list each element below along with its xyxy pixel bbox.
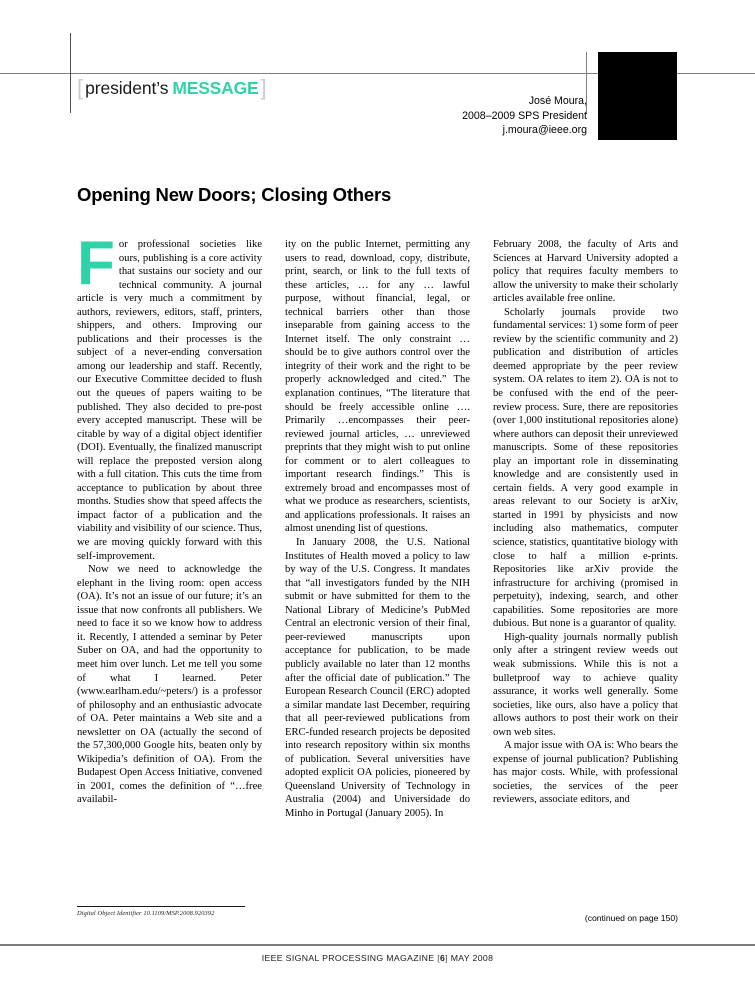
column-3 [493,238,678,821]
black-ink-swatch [598,52,677,140]
article-title: Opening New Doors; Closing Others [77,184,392,206]
column-1 [77,229,262,821]
footer-page-number: 6 [439,953,446,963]
paragraph [77,229,262,563]
column-2 [285,238,470,821]
footer-divider [0,944,755,946]
bracket-close: ] [260,75,267,100]
paragraph: In January 2008, the U.S. National Institutes of Health moved a policy to law by way of the U.S. Congress. It mandates that “all investigators funded by the NIH submit or have submitted for them to the National Library of Medicine’s PubMed Central an electronic version of their final, peer-reviewed manuscripts upon acceptance for publication, to be made publicly available no later than 12 months after the official date of publication.” The European Research Council (ERC) adopted a similar mandate last December, requiring that all peer-reviewed publications from ERC-funded research projects be deposited into research repository within six months of publication. Several universities have adopted explicit OA policies, pioneered by Queensland University of Technology in Australia (2004) and Universidade do Minho in Portugal (January 2005). In [285,537,470,819]
page-footer [0,953,755,963]
drop-cap-letter: F [77,229,115,298]
doi-footnote [77,906,245,918]
paragraph: Now we need to acknowledge the elephant in the living room: open access (OA). It’s not an issue of our future; it’s an issue that now confronts all publishers. We need to face it so we know how to address it. Recently, I attended a seminar by Peter Suber on OA, and had the opportunity to meet him over lunch. Let me tell you some of what I learned. Peter (www.earlham.edu/~peters/) is a professor of philosophy and an enthusiastic advocate of OA. Peter maintains a Web site and a newsletter on OA (actually the second of the 57,300,000 Google hits, beaten only by Wikipedia’s definition of OA). From the Budapest Open Access Initiative, convened in 2001, comes the definition of “…free availabil- [77,564,262,806]
footer-issue-date: MAY 2008 [450,953,494,963]
paragraph: ity on the public Internet, permitting any users to read, download, copy, distribute, print, search, or link to the full texts of these articles, … for any … lawful purpose, without financial, legal, or technical barriers other than those inseparable from gaining access to the Internet itself. The only constraint … should be to give authors control over the integrity of their work and the right to be properly acknowledged and cited.” The explanation continues, “The literature that should be freely accessible online …. Primarily …encompasses their peer-reviewed journal articles, … unreviewed preprints that they might wish to put online for comment or to alert colleagues to important research findings.” This is extremely broad and encompasses most of what we produce as researchers, scientists, and applications professionals. It raises an almost unending list of questions. [285,239,470,535]
author-name: José Moura, [528,95,587,107]
footer-publication-name: IEEE SIGNAL PROCESSING MAGAZINE [261,953,435,963]
masthead-word-presidents: president’s [85,78,169,98]
crop-mark-left [70,33,71,113]
article-body [77,229,678,821]
author-email: j.moura@ieee.org [502,124,587,136]
footer-bracket-close: ] [445,953,448,963]
paragraph: A major issue with OA is: Who bears the expense of journal publication? Publishing has major costs. While, with professional societies, the services of the peer reviewers, associate editors, and [493,740,678,806]
author-byline [462,94,587,138]
continued-on-page-note: (continued on page 150) [584,913,678,923]
footer-bracket-open: [ [437,953,440,963]
doi-divider [77,906,245,907]
masthead-department-label [77,76,267,99]
doi-text: Digital Object Identifier 10.1109/MSP.2008.920392 [77,910,215,917]
paragraph: High-quality journals normally publish only after a stringent review weeds out weak submissions. While this is not a bulletproof way to achieve quality assurance, it works well generally. Some societies, like ours, also have a policy that allows authors to post their work on their own web sites. [493,631,678,738]
bracket-open: [ [77,75,84,100]
paragraph: Scholarly journals provide two fundamental services: 1) some form of peer review by the scientific community and 2) publication and distribution of articles deemed appropriate by the peer review system. OA relates to item 2). OA is not to be confused with the end of the peer-review process. Sure, there are repositories (over 1,000 institutional repositories alone) where authors can deposit their unreviewed manuscripts. Some of these repositories play an important role in disseminating knowledge and are consistently used in certain fields. A very good example in areas relevant to our Society is arXiv, started in 1991 by physicists and now including also mathematics, computer science, statistics, quantitative biology with close to half a million e-prints. Repositories like arXiv provide the infrastructure for archiving (promised in perpetuity), indexing, search, and other capabilities. Some repositories are more dubious. But none is a guarantor of quality. [493,306,678,630]
paragraph: February 2008, the faculty of Arts and Sciences at Harvard University adopted a policy that requires faculty members to allow the university to make their scholarly articles available free online. [493,239,678,305]
paragraph-text: or professional societies like ours, publishing is a core activity that sustains our society and our technical community. A journal article is very much a commitment by authors, reviewers, editors, staff, printers, shippers, and others. Improving our publications and their processes is the subject of a never-ending conversation among our leadership and staff. Recently, our Executive Committee decided to flush out the queues of papers waiting to be published. They also decided to pre-post every accepted manuscript. These will be citable by way of a digital object identifier (DOI). Eventually, the finalized manuscript will replace the preposted version along with a full citation. This cuts the time from acceptance to publication by about three months. Studies show that speed affects the impact factor of a publication and the viability and visibility of our science. Thus, we are moving quickly forward with this self-improvement. [77,239,262,562]
masthead-word-message: MESSAGE [172,78,259,98]
author-role: 2008–2009 SPS President [462,109,587,122]
